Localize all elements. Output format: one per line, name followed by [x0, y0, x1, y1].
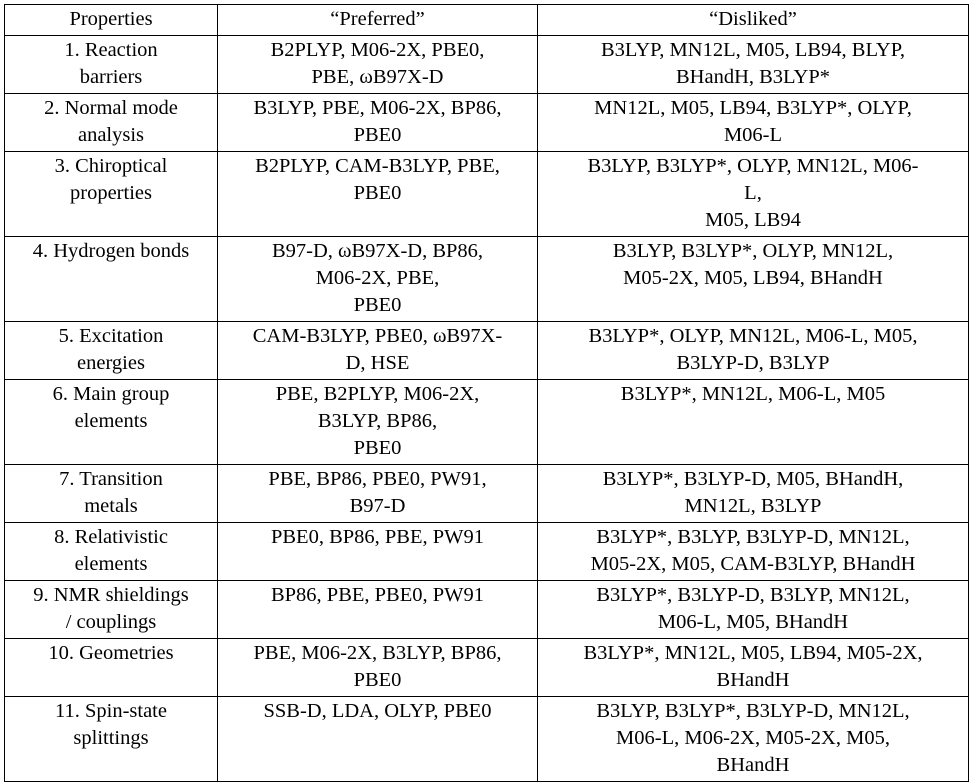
table-body — [5, 36, 969, 782]
preferred-cell-line: B3LYP, BP86, — [317, 410, 438, 432]
preferred-cell-line: PBE0 — [353, 124, 402, 146]
disliked-cell — [538, 697, 969, 782]
preferred-cell — [218, 322, 538, 380]
disliked-cell-line: B3LYP, B3LYP*, OLYP, MN12L, M06- — [587, 155, 919, 177]
disliked-cell-line: MN12L, B3LYP — [684, 495, 822, 517]
preferred-cell — [218, 237, 538, 322]
property-cell-line: / couplings — [65, 611, 157, 633]
property-cell — [5, 380, 218, 465]
property-cell-line: 2. Normal mode — [44, 97, 178, 119]
disliked-cell-line: M06-L, M05, BHandH — [657, 611, 849, 633]
preferred-cell — [218, 152, 538, 237]
preferred-cell — [218, 697, 538, 782]
disliked-cell — [538, 380, 969, 465]
disliked-cell — [538, 581, 969, 639]
property-cell — [5, 581, 218, 639]
preferred-cell-line: PBE0 — [353, 182, 402, 204]
header-row — [5, 5, 969, 36]
disliked-cell-line: L, — [744, 182, 762, 204]
property-cell — [5, 697, 218, 782]
disliked-cell-line: M05, LB94 — [705, 209, 801, 231]
property-cell — [5, 36, 218, 94]
table-row — [5, 581, 969, 639]
preferred-cell — [218, 36, 538, 94]
table-row — [5, 465, 969, 523]
table-row — [5, 523, 969, 581]
property-cell — [5, 94, 218, 152]
property-cell — [5, 523, 218, 581]
disliked-cell — [538, 639, 969, 697]
preferred-cell — [218, 465, 538, 523]
table-row — [5, 697, 969, 782]
disliked-cell-line: M06-L, M06-2X, M05-2X, M05, — [616, 727, 890, 749]
preferred-cell — [218, 639, 538, 697]
disliked-cell-line: BHandH, B3LYP* — [676, 66, 830, 88]
table-row — [5, 36, 969, 94]
header-preferred: “Preferred” — [218, 5, 538, 36]
table-row — [5, 380, 969, 465]
table-row — [5, 639, 969, 697]
disliked-cell — [538, 237, 969, 322]
preferred-cell-line: PBE0 — [353, 437, 402, 459]
property-cell-line: metals — [84, 495, 138, 517]
disliked-cell-line: B3LYP-D, B3LYP — [676, 352, 830, 374]
table-row — [5, 322, 969, 380]
disliked-cell-line: BHandH — [716, 669, 790, 691]
property-cell-line: properties — [70, 182, 152, 204]
disliked-cell-line: BHandH — [716, 754, 790, 776]
disliked-cell — [538, 322, 969, 380]
property-cell-line: 1. Reaction — [64, 39, 158, 61]
disliked-cell-line: B3LYP, MN12L, M05, LB94, BLYP, — [600, 39, 905, 61]
preferred-cell-line: CAM-B3LYP, PBE0, ωB97X- — [252, 325, 503, 347]
preferred-cell-line: PBE, B2PLYP, M06-2X, — [275, 383, 480, 405]
property-cell-line: 3. Chiroptical — [54, 155, 168, 177]
property-cell-line: 10. Geometries — [48, 642, 174, 664]
disliked-cell — [538, 523, 969, 581]
preferred-cell-line: BP86, PBE, PBE0, PW91 — [270, 584, 485, 606]
property-cell — [5, 237, 218, 322]
preferred-cell-line: PBE0 — [353, 669, 402, 691]
preferred-cell-line: B2PLYP, M06-2X, PBE0, — [270, 39, 485, 61]
property-cell-line: 5. Excitation — [58, 325, 164, 347]
disliked-cell-line: B3LYP*, B3LYP-D, B3LYP, MN12L, — [596, 584, 910, 606]
disliked-cell-line: M06-L — [723, 124, 783, 146]
preferred-cell-line: D, HSE — [345, 352, 410, 374]
disliked-cell-line: B3LYP, B3LYP*, OLYP, MN12L, — [612, 240, 894, 262]
property-cell-line: analysis — [77, 124, 145, 146]
table-row — [5, 152, 969, 237]
functional-preference-table — [4, 4, 969, 782]
preferred-cell-line: PBE, M06-2X, B3LYP, BP86, — [253, 642, 502, 664]
property-cell-line: 6. Main group — [52, 383, 170, 405]
property-cell-line: barriers — [79, 66, 143, 88]
disliked-cell-line: B3LYP*, B3LYP, B3LYP-D, MN12L, — [596, 526, 910, 548]
disliked-cell-line: B3LYP*, MN12L, M06-L, M05 — [620, 383, 886, 405]
property-cell-line: 7. Transition — [59, 468, 163, 490]
preferred-cell — [218, 94, 538, 152]
property-cell-line: 11. Spin-state — [55, 700, 167, 722]
preferred-cell-line: SSB-D, LDA, OLYP, PBE0 — [263, 700, 492, 722]
property-cell — [5, 152, 218, 237]
preferred-cell — [218, 523, 538, 581]
preferred-cell-line: B2PLYP, CAM-B3LYP, PBE, — [255, 155, 500, 177]
disliked-cell — [538, 152, 969, 237]
table-row — [5, 237, 969, 322]
header-disliked: “Disliked” — [538, 5, 969, 36]
property-cell-line: 4. Hydrogen bonds — [32, 240, 190, 262]
property-cell — [5, 322, 218, 380]
disliked-cell-line: B3LYP*, OLYP, MN12L, M06-L, M05, — [588, 325, 918, 347]
table-row — [5, 94, 969, 152]
preferred-cell-line: M06-2X, PBE, — [315, 267, 440, 289]
preferred-cell — [218, 581, 538, 639]
property-cell — [5, 465, 218, 523]
property-cell-line: 8. Relativistic — [54, 526, 168, 548]
disliked-cell-line: M05-2X, M05, LB94, BHandH — [623, 267, 883, 289]
disliked-cell — [538, 465, 969, 523]
disliked-cell-line: B3LYP, B3LYP*, B3LYP-D, MN12L, — [596, 700, 910, 722]
preferred-cell-line: PBE, ωB97X-D — [311, 66, 444, 88]
preferred-cell-line: B97-D — [349, 495, 406, 517]
property-cell-line: elements — [74, 410, 148, 432]
preferred-cell-line: PBE0 — [353, 294, 402, 316]
property-cell-line: 9. NMR shieldings — [33, 584, 189, 606]
property-cell-line: elements — [74, 553, 148, 575]
disliked-cell-line: B3LYP*, MN12L, M05, LB94, M05-2X, — [583, 642, 923, 664]
preferred-cell-line: PBE0, BP86, PBE, PW91 — [270, 526, 485, 548]
disliked-cell — [538, 36, 969, 94]
disliked-cell-line: MN12L, M05, LB94, B3LYP*, OLYP, — [594, 97, 912, 119]
disliked-cell — [538, 94, 969, 152]
property-cell-line: energies — [77, 352, 145, 374]
preferred-cell-line: B3LYP, PBE, M06-2X, BP86, — [253, 97, 502, 119]
header-properties: Properties — [5, 5, 218, 36]
preferred-cell — [218, 380, 538, 465]
preferred-cell-line: B97-D, ωB97X-D, BP86, — [271, 240, 484, 262]
disliked-cell-line: M05-2X, M05, CAM-B3LYP, BHandH — [590, 553, 916, 575]
preferred-cell-line: PBE, BP86, PBE0, PW91, — [268, 468, 487, 490]
property-cell-line: splittings — [73, 727, 149, 749]
property-cell — [5, 639, 218, 697]
disliked-cell-line: B3LYP*, B3LYP-D, M05, BHandH, — [602, 468, 904, 490]
